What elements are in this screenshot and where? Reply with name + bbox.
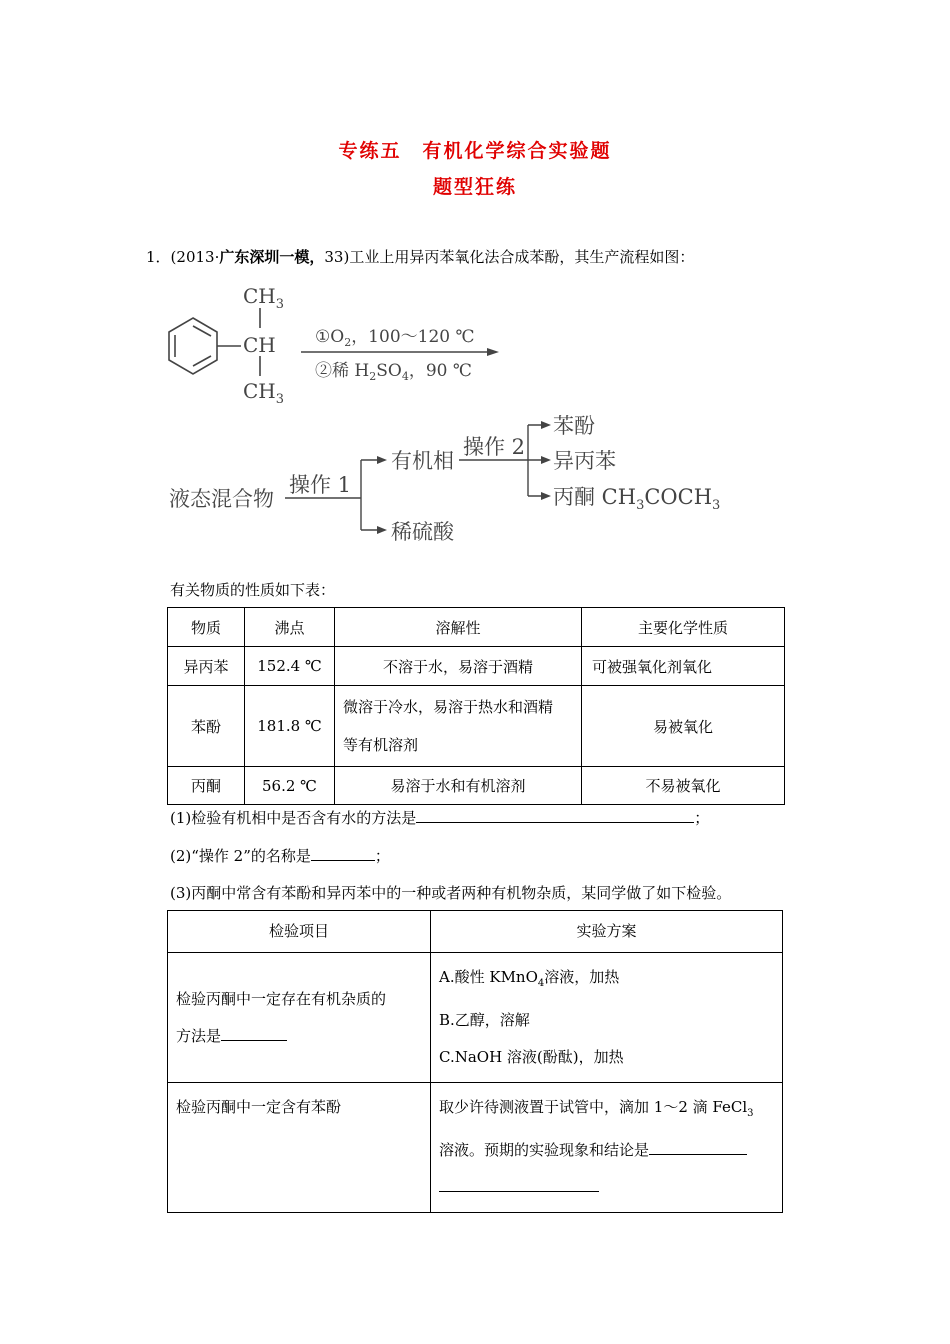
page-subtitle: 题型狂练	[432, 176, 517, 198]
properties-table	[167, 607, 785, 805]
answer-blank-5[interactable]	[439, 1177, 599, 1192]
question-source-prefix: (2013·	[170, 248, 220, 266]
dilute-acid-label: 稀硫酸	[391, 520, 454, 544]
table-header: 检验项目	[168, 911, 431, 953]
condition-1: $①O_2$，100～120 ℃	[315, 327, 475, 349]
mixture-label: 液态混合物	[169, 487, 274, 511]
table-cell: 56.2 ℃	[245, 767, 335, 805]
table-cell: A.酸性 KMnO$_4$溶液，加热 B.乙醇，溶解 C.NaOH 溶液(酚酞)，加热	[431, 953, 783, 1083]
table-cell: 181.8 ℃	[245, 686, 335, 767]
ch-label: CH	[243, 333, 276, 357]
table-row	[168, 953, 783, 1083]
condition-2: ②稀 $H_2SO_4$，90 ℃	[315, 361, 472, 383]
answer-blank-3[interactable]	[221, 1026, 287, 1041]
cumene-product-label: 异丙苯	[553, 449, 616, 473]
acetone-product-label: 丙酮 $CH_3COCH_3$	[553, 485, 721, 513]
table-cell: 检验丙酮中一定存在有机杂质的 方法是	[168, 953, 431, 1083]
table-header: 主要化学性质	[582, 608, 785, 647]
table-cell: 易溶于水和有机溶剂	[335, 767, 582, 805]
ch3-bottom-label: $CH_3$	[243, 379, 285, 407]
operation-1-label: 操作 1	[289, 473, 352, 497]
table-header: 实验方案	[431, 911, 783, 953]
table-header-row	[168, 911, 783, 953]
table-cell: 丙酮	[168, 767, 245, 805]
table-row	[168, 767, 785, 805]
phenol-product-label: 苯酚	[553, 414, 595, 438]
arrow-acid-icon	[377, 526, 387, 534]
table-cell: 检验丙酮中一定含有苯酚	[168, 1083, 431, 1213]
ch3-top-label: $CH_3$	[243, 284, 285, 312]
table-header: 物质	[168, 608, 245, 647]
question-text: 工业上用异丙苯氧化法合成苯酚，其生产流程如图：	[349, 248, 695, 266]
process-flow-diagram	[165, 280, 765, 555]
table-row	[168, 686, 785, 767]
organic-phase-label: 有机相	[391, 449, 454, 473]
table-cell: 微溶于冷水，易溶于热水和酒精 等有机溶剂	[335, 686, 582, 767]
question-source: 广东深圳一模，	[219, 248, 325, 266]
table-header: 溶解性	[335, 608, 582, 647]
subquestion-3: (3)丙酮中常含有苯酚和异丙苯中的一种或者两种有机物杂质，某同学做了如下检验。	[170, 884, 732, 902]
table-cell: 不易被氧化	[582, 767, 785, 805]
subquestion-1: (1)检验有机相中是否含有水的方法是 ；	[170, 809, 710, 827]
table-cell: 苯酚	[168, 686, 245, 767]
arrow-organic-icon	[377, 456, 387, 464]
table-cell: 异丙苯	[168, 647, 245, 686]
question-number: 1．	[146, 248, 171, 266]
table-cell: 可被强氧化剂氧化	[582, 647, 785, 686]
answer-blank-1[interactable]	[416, 808, 694, 823]
reaction-arrowhead-icon	[487, 348, 499, 356]
table-row	[168, 1083, 783, 1213]
question-source-suffix: 33)	[324, 248, 350, 266]
table-cell: 取少许待测液置于试管中，滴加 1～2 滴 FeCl$_3$ 溶液。预期的实验现象和结论是	[431, 1083, 783, 1213]
table-cell: 152.4 ℃	[245, 647, 335, 686]
table-header-row	[168, 608, 785, 647]
answer-blank-2[interactable]	[311, 846, 375, 861]
question-stem	[146, 246, 694, 267]
test-table	[167, 910, 783, 1213]
page-title: 专练五 有机化学综合实验题	[338, 140, 612, 162]
table-cell: 不溶于水，易溶于酒精	[335, 647, 582, 686]
table-header: 沸点	[245, 608, 335, 647]
operation-2-label: 操作 2	[463, 435, 526, 459]
table-row	[168, 647, 785, 686]
subquestion-2: (2)“操作 2”的名称是 ；	[170, 847, 390, 865]
table-cell: 易被氧化	[582, 686, 785, 767]
properties-intro: 有关物质的性质如下表：	[170, 581, 336, 599]
answer-blank-4[interactable]	[649, 1140, 747, 1155]
